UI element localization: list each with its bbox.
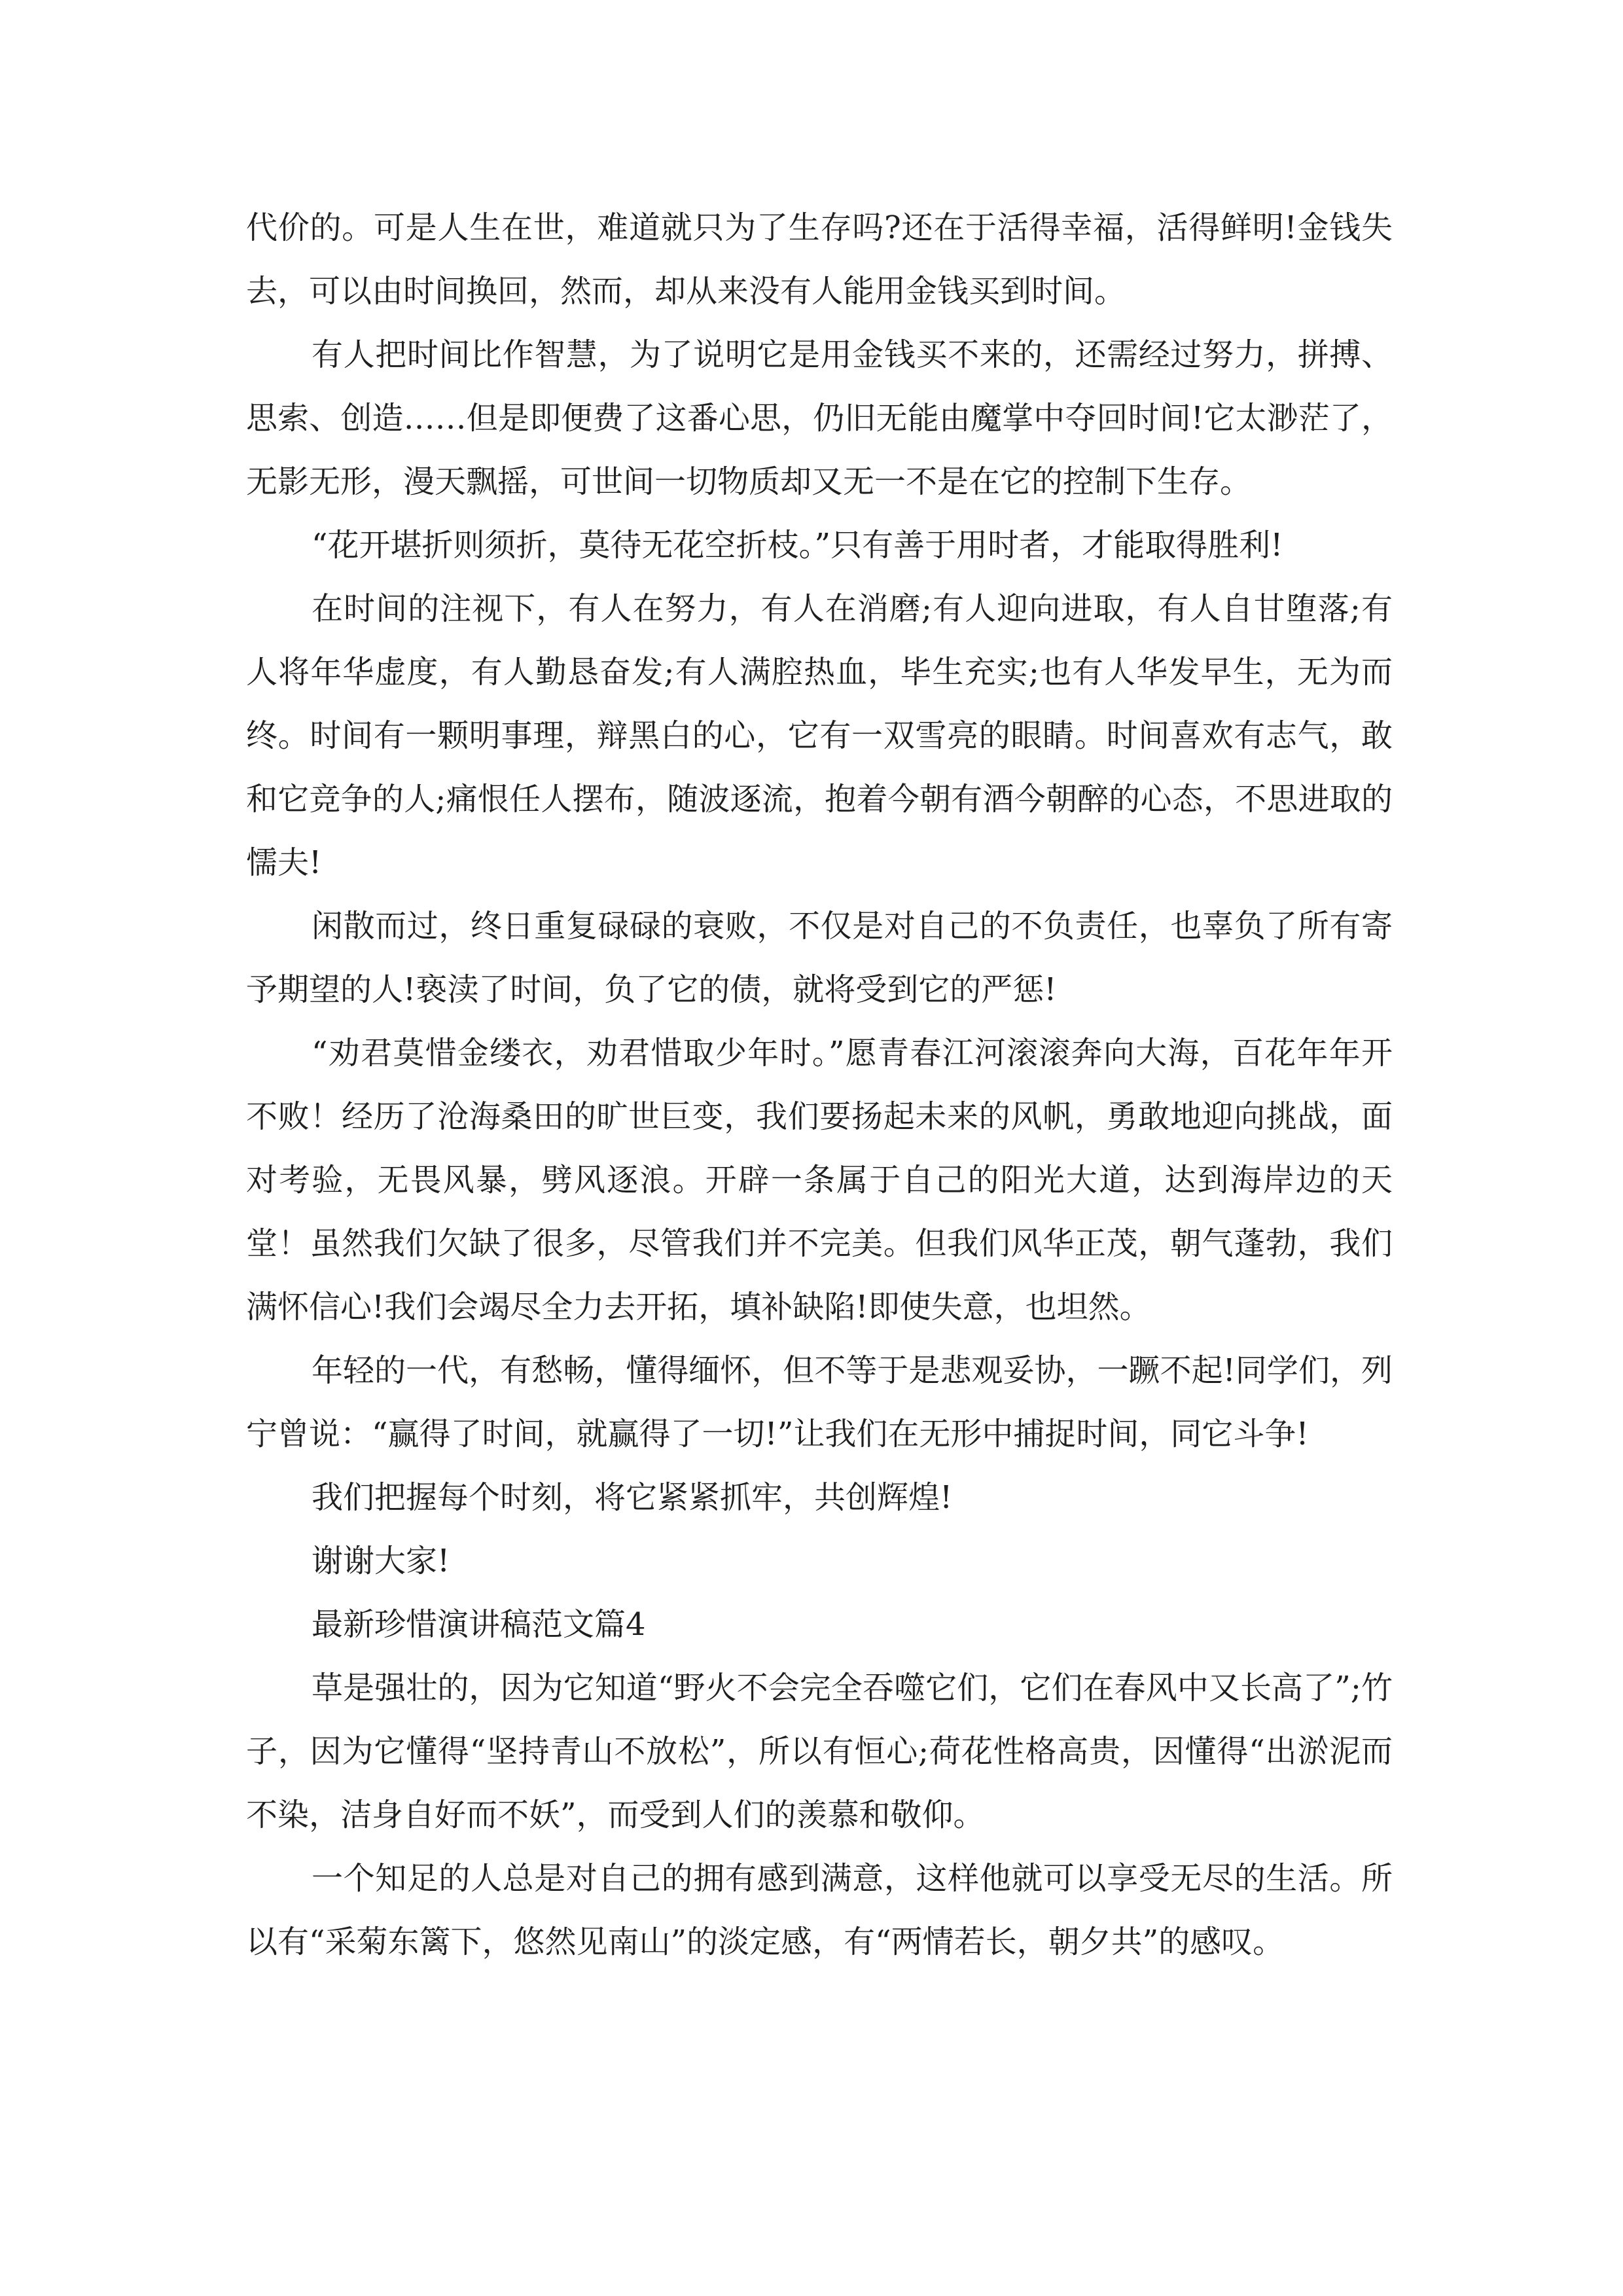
paragraph: 代价的。可是人生在世，难道就只为了生存吗?还在于活得幸福，活得鲜明!金钱失去，可以由时间换回，然而，却从来没有人能用金钱买到时间。 (246, 209, 1393, 310)
paragraph: 年轻的一代，有愁畅，懂得缅怀，但不等于是悲观妥协，一蹶不起!同学们，列宁曾说：“赢得了时间，就赢得了一切!”让我们在无形中捕捉时间，同它斗争! (246, 1352, 1393, 1452)
paragraph: 草是强壮的，因为它知道“野火不会完全吞噬它们，它们在春风中又长高了”;竹子，因为它懂得“坚持青山不放松”，所以有恒心;荷花性格高贵，因懂得“出淤泥而不染，洁身自好而不妖”，而受到人们的羡慕和敬仰。 (246, 1670, 1393, 1833)
paragraph: 闲散而过，终日重复碌碌的衰败，不仅是对自己的不负责任，也辜负了所有寄予期望的人!亵渎了时间，负了它的债，就将受到它的严惩! (246, 908, 1393, 1008)
paragraph: 一个知足的人总是对自己的拥有感到满意，这样他就可以享受无尽的生活。所以有“采菊东篱下，悠然见南山”的淡定感，有“两情若长，朝夕共”的感叹。 (246, 1860, 1393, 1960)
paragraph: “劝君莫惜金缕衣，劝君惜取少年时。”愿青春江河滚滚奔向大海，百花年年开不败！经历了沧海桑田的旷世巨变，我们要扬起未来的风帆，勇敢地迎向挑战，面对考验，无畏风暴，劈风逐浪。开辟一条属于自己的阳光大道，达到海岸边的天堂！虽然我们欠缺了很多，尽管我们并不完美。但我们风华正茂，朝气蓬勃，我们满怀信心!我们会竭尽全力去开拓，填补缺陷!即使失意，也坦然。 (246, 1035, 1393, 1325)
paragraph: 我们把握每个时刻，将它紧紧抓牢，共创辉煌! (312, 1479, 953, 1516)
section-heading: 最新珍惜演讲稿范文篇4 (312, 1606, 646, 1643)
document-body (246, 196, 1393, 1974)
paragraph: 谢谢大家! (312, 1543, 450, 1579)
paragraph: “花开堪折则须折，莫待无花空折枝。”只有善于用时者，才能取得胜利! (312, 527, 1283, 564)
paragraph: 在时间的注视下，有人在努力，有人在消磨;有人迎向进取，有人自甘堕落;有人将年华虚度，有人勤恳奋发;有人满腔热血，毕生充实;也有人华发早生，无为而终。时间有一颗明事理，辩黑白的心，它有一双雪亮的眼睛。时间喜欢有志气，敢和它竞争的人;痛恨任人摆布，随波逐流，抱着今朝有酒今朝醉的心态，不思进取的懦夫! (246, 590, 1393, 881)
paragraph: 有人把时间比作智慧，为了说明它是用金钱买不来的，还需经过努力，拼搏、思索、创造……但是即便费了这番心思，仍旧无能由魔掌中夺回时间!它太渺茫了，无影无形，漫天飘摇，可世间一切物质却又无一不是在它的控制下生存。 (246, 336, 1393, 500)
